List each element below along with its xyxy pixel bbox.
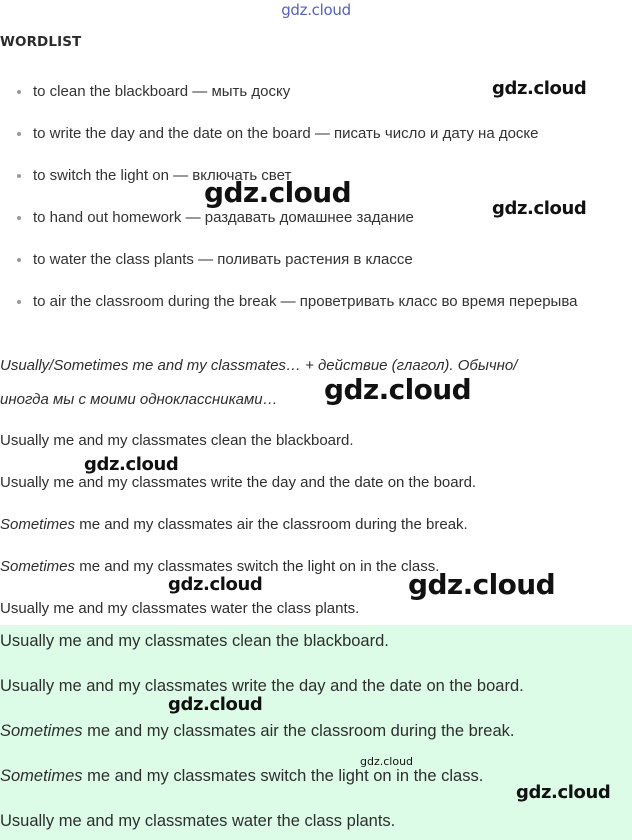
top-watermark: gdz.cloud <box>281 1 351 19</box>
bullet-icon <box>17 216 21 220</box>
example-sentence: Usually me and my classmates clean the blackboard. <box>0 432 354 449</box>
watermark: gdz.cloud <box>516 782 611 803</box>
bullet-icon <box>17 174 21 178</box>
answer-sentence: Usually me and my classmates write the day and the date on the board. <box>0 677 524 695</box>
example-sentence: Usually me and my classmates water the class plants. <box>0 600 360 617</box>
watermark: gdz.cloud <box>84 454 179 475</box>
example-sentence: Sometimes me and my classmates switch the light on in the class. <box>0 558 440 575</box>
list-item: to hand out homework — раздавать домашнее задание <box>33 201 625 234</box>
bullet-icon <box>17 132 21 136</box>
watermark: gdz.cloud <box>408 568 556 601</box>
list-item: to air the classroom during the break — проветривать класс во время перерыва <box>33 285 593 318</box>
list-item: to water the class plants — поливать растения в классе <box>33 243 625 276</box>
watermark: gdz.cloud <box>204 176 352 209</box>
watermark: gdz.cloud <box>492 198 587 219</box>
bullet-icon <box>17 90 21 94</box>
watermark: gdz.cloud <box>168 694 263 715</box>
answer-sentence: Sometimes me and my classmates switch the light on in the class. <box>0 767 484 785</box>
answer-sentence: Usually me and my classmates water the class plants. <box>0 812 396 830</box>
pattern-line: Usually/Sometimes me and my classmates… + действие (глагол). Обычно/ <box>0 357 518 374</box>
list-item: to clean the blackboard — мыть доску <box>33 75 625 108</box>
bullet-icon <box>17 258 21 262</box>
watermark: gdz.cloud <box>492 78 587 99</box>
example-sentence: Usually me and my classmates write the day and the date on the board. <box>0 474 477 491</box>
example-sentence: Sometimes me and my classmates air the classroom during the break. <box>0 516 468 533</box>
answer-sentence: Usually me and my classmates clean the blackboard. <box>0 632 389 650</box>
watermark: gdz.cloud <box>168 574 263 595</box>
bullet-icon <box>17 300 21 304</box>
watermark: gdz.cloud <box>360 755 414 768</box>
pattern-line: иногда мы с моими одноклассниками… <box>0 391 278 408</box>
list-item: to write the day and the date on the board — писать число и дату на доске <box>33 117 625 150</box>
wordlist-heading: WORDLIST <box>0 34 82 50</box>
watermark: gdz.cloud <box>324 373 472 406</box>
answer-sentence: Sometimes me and my classmates air the classroom during the break. <box>0 722 515 740</box>
list-item: to switch the light on — включать свет <box>33 159 625 192</box>
